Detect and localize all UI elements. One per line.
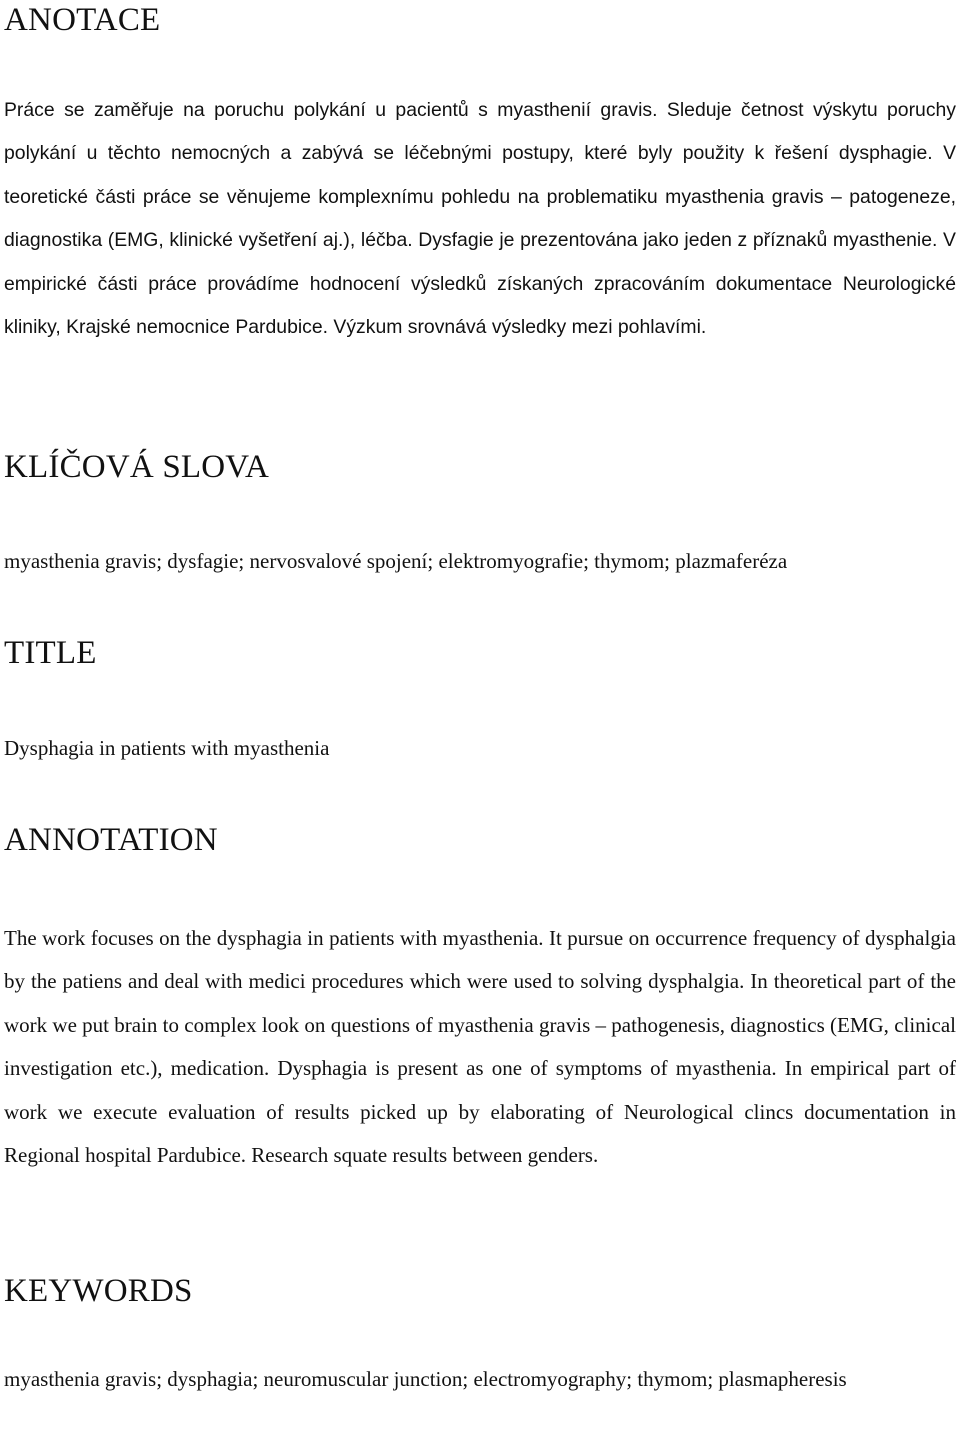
keywords-heading: KEYWORDS (4, 1273, 193, 1309)
anotace-heading: ANOTACE (4, 2, 161, 38)
annotation-heading: ANNOTATION (4, 822, 218, 858)
title-text: Dysphagia in patients with myasthenia (4, 736, 330, 760)
klicova-slova-text: myasthenia gravis; dysfagie; nervosvalové spojení; elektromyografie; thymom; plazmaferéza (4, 549, 788, 573)
annotation-paragraph: The work focuses on the dysphagia in patients with myasthenia. It pursue on occurrence frequency of dysphalgia by the patiens and deal with medici procedures which were used to solving dysphalgia. In theoretical part of the work we put brain to complex look on questions of myasthenia gravis – pathogenesis, diagnostics (EMG, clinical investigation etc.), medication. Dysphagia is present as one of symptoms of myasthenia. In empirical part of work we execute evaluation of results picked up by elaborating of Neurological clincs documentation in Regional hospital Pardubice. Research squate results between genders. (4, 926, 956, 1168)
keywords-paragraph: myasthenia gravis; dysphagia; neuromuscular junction; electromyography; thymom; plasmapheresis (4, 1367, 847, 1391)
title-heading: TITLE (4, 635, 97, 671)
klicova-slova-heading: KLÍČOVÁ SLOVA (4, 449, 270, 485)
anotace-paragraph: Práce se zaměřuje na poruchu polykání u pacientů s myasthenií gravis. Sleduje četnost výskytu poruchy polykání u těchto nemocných a zabývá se léčebnými postupy, které byly použity k řešení dysphagie. V teoretické části práce se věnujeme komplexnímu pohledu na problematiku myasthenia gravis – patogeneze, diagnostika (EMG, klinické vyšetření aj.), léčba. Dysfagie je prezentována jako jeden z příznaků myasthenie. V empirické části práce provádíme hodnocení výsledků získaných zpracováním dokumentace Neurologické kliniky, Krajské nemocnice Pardubice. Výzkum srovnává výsledky mezi pohlavími. (4, 99, 956, 339)
